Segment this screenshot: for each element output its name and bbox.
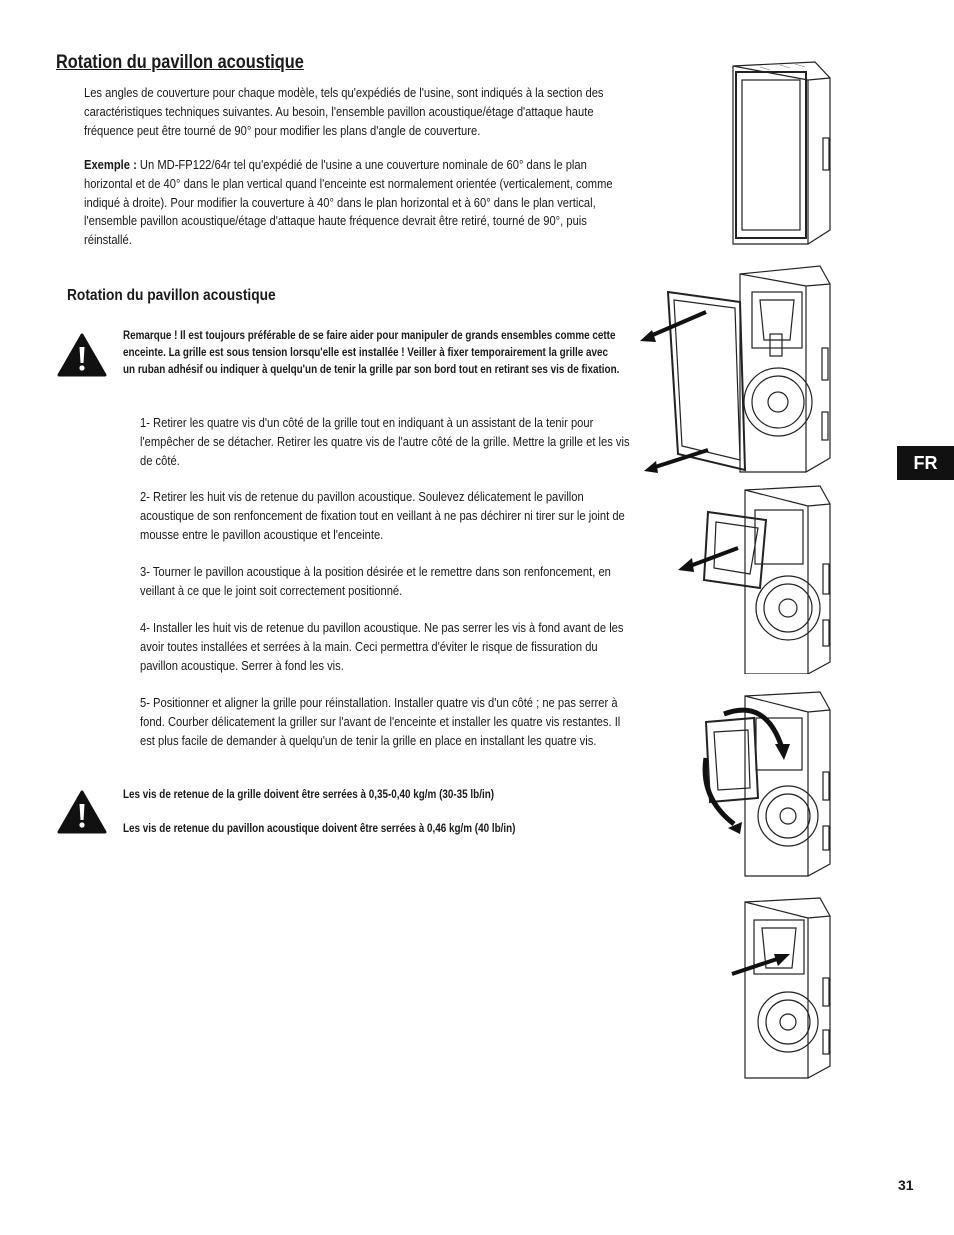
warning-icon [57,333,107,377]
page-title: Rotation du pavillon acoustique [56,52,304,73]
language-tab: FR [897,446,954,480]
horn-removal-figure [630,484,840,674]
intro-paragraph: Les angles de couverture pour chaque modèle, tels qu'expédiés de l'usine, sont indiqués à la section des caractéristiques techniques suivantes. Au besoin, l'ensemble pavillon acoustique/étage d'attaque haute fréquence peut être tourné de 90° pour modifier les plans d'angle de couverture. [84,85,604,138]
step-1: 1- Retirer les quatre vis d'un côté de la grille tout en indiquant à un assistant de la tenir pour l'empêcher de se détacher. Retirer les quatre vis de l'autre côté de la grille. Mettre la grille et les vis de côté. [140,415,630,468]
step-2: 2- Retirer les huit vis de retenue du pavillon acoustique. Soulevez délicatement le pavillon acoustique de son renfoncement de fixation tout en veillant à ne pas déchirer ni tirer sur le joint de mousse entre le pavillon acoustique et l'enceinte. [140,489,625,542]
horn-rotation-figure [630,688,840,878]
step-3: 3- Tourner le pavillon acoustique à la position désirée et le remettre dans son renfoncement, en veillant à ce que le joint soit correctement positionné. [140,564,611,598]
horn-reinstall-figure [630,894,840,1080]
warning-icon [57,790,107,834]
note-warning-text: Remarque ! Il est toujours préférable de se faire aider pour manipuler de grands ensembles comme cette enceinte. La grille est sous tension lorsqu'elle est installée ! Veiller à fixer temporairement la grille avec un ruban adhésif ou indiquer à quelqu'un de tenir la grille par son bord tout en retirant ses vis de fixation. [123,330,620,377]
example-text: Un MD-FP122/64r tel qu'expédié de l'usine a une couverture nominale de 60° dans le plan horizontal et de 40° dans le plan vertical quand l'enceinte est normalement orientée (verticalement, comme indiqué à droite). Pour modifier la couverture à 40° dans le plan horizontal et à 60° dans le plan vertical, l'ensemble pavillon acoustique/étage d'attaque haute fréquence devrait être retiré, tourné de 90°, puis réinstallé. [84,157,613,248]
section-subtitle: Rotation du pavillon acoustique [67,287,276,304]
step-5: 5- Positionner et aligner la grille pour réinstallation. Installer quatre vis d'un côté ; ne pas serrer à fond. Courber délicatement la griller sur l'avant de l'enceinte et installer les quatre vis restantes. Il est plus facile de demander à quelqu'un de tenir la grille en place en installant les quatre vis. [140,695,621,748]
page-number: 31 [898,1177,914,1193]
speaker-grille-installed-figure [630,58,840,248]
horn-torque-note: Les vis de retenue du pavillon acoustique doivent être serrées à 0,46 kg/m (40 lb/in) [123,823,516,835]
grille-torque-note: Les vis de retenue de la grille doivent être serrées à 0,35-0,40 kg/m (30-35 lb/in) [123,789,495,801]
grille-removal-figure [630,262,840,480]
example-paragraph [84,156,634,250]
step-4: 4- Installer les huit vis de retenue du pavillon acoustique. Ne pas serrer les vis à fond avant de les avoir toutes installées et serrées à la main. Ceci permettra d'éviter le risque de fissuration du pavillon acoustique. Serrer à fond les vis. [140,620,624,673]
example-label: Exemple : [84,157,137,172]
